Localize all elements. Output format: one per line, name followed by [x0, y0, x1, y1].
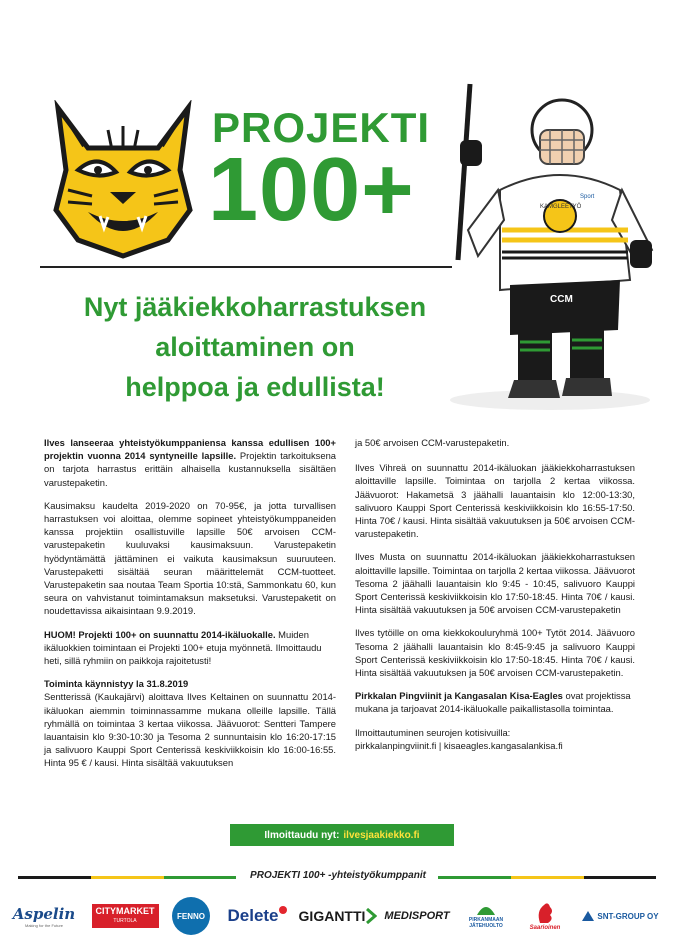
- logo-medisport[interactable]: [386, 894, 448, 938]
- continued-text: ja 50€ arvoisen CCM-varustepaketin.: [355, 437, 510, 448]
- notice-text: Muiden ikäluokkien toimintaan ei Projekti 100+ etuja myönnetä. Ilmoittaudu heti, sillä ryhmiin on paikkoja rajoitetusti!: [44, 628, 322, 667]
- headline: [20, 287, 490, 407]
- intro-text: Projektin tarkoituksena on tarjota harrastus erittäin alhaisella kustannuksella sisältäen varustepaketin.: [44, 450, 336, 488]
- logo-aspelin-text: Aspelin: [12, 904, 76, 923]
- logo-saarioinen[interactable]: [520, 894, 570, 938]
- logo-gigantti-text: GIGANTTI: [298, 908, 366, 924]
- logo-citymarket[interactable]: [92, 894, 158, 938]
- register-banner[interactable]: [230, 824, 454, 846]
- left-text-column: [44, 436, 336, 770]
- partner-clubs-bold: Pirkkalan Pingviinit ja Kangasalan Kisa-Eagles: [355, 690, 563, 702]
- headline-line-3: helppoa ja edullista!: [125, 372, 385, 402]
- intro-bold: Ilves lanseeraa yhteistyökumppaniensa kanssa edullisen 100+ projektin vuonna 2014 syntyneille lapsille.: [44, 437, 336, 462]
- ilves-lynx-logo: [48, 100, 198, 260]
- logo-snt-group[interactable]: [574, 894, 666, 938]
- logo-saarioinen-text: Saarioinen: [529, 925, 561, 931]
- logo-aspelin[interactable]: [8, 894, 80, 938]
- headline-line-2: aloittaminen on: [155, 332, 355, 362]
- club-links[interactable]: pirkkalanpingviinit.fi | kisaeagles.kangasalankisa.fi: [355, 739, 563, 751]
- group-vihrea: Ilves Vihreä on suunnattu 2014-ikäluokan jääkiekkoharrastuksen aloittaville lapsille. Toimintaa on tarjolla 2 kertaa viikossa. Jäävuorot: Hakametsä 3 jäähalli lauantaisin klo 12:00-13:30, salivuoro Kauppi Sport Centerissä keskiviikkoisin klo 16:55-17:50. Hinta 70€ / kausi. Hinta sisältää vakuutuksen ja 50€ arvoisen CCM-varustepaketin.: [355, 462, 635, 540]
- notice-paragraph: [44, 628, 336, 668]
- logo-medisport-text: MEDISPORT: [384, 910, 450, 922]
- schedule-paragraph: [44, 677, 336, 769]
- snt-mark-icon: [581, 910, 595, 922]
- logo-snt-text: SNT-GROUP OY: [597, 911, 659, 921]
- fee-paragraph: Kausimaksu kaudelta 2019-2020 on 70-95€, ja jotta turvallisen harrastuksen voi aloittaa, olemme sopineet yhteistyökumppaneiden kanssa projektiin osallistuville lapsille 50€ arvoisen CCM-varustepaketin kuuluvaksi kausimaksuun. Varustepaketin hyödyntämättä jättäminen ei vaikuta kausimaksun suuruuteen. Varustepaketti sisältää seuran määrittelemät CCM-tuotteet. Varustepaketin saa noutaa Team Sportia 10:stä, Sammonkatu 60, kun seura on vahvistanut toimintamaksun maksetuksi. Varustepaketit on noudettavissa aikaisintaan 9.9.2019.: [44, 499, 336, 617]
- logo-fenno[interactable]: [168, 894, 214, 938]
- logo-citymarket-sub: TURTOLA: [113, 918, 137, 924]
- title-divider: [40, 266, 452, 268]
- logo-delete-text: Delete: [227, 906, 279, 925]
- logo-aspelin-sub: Making for the Future: [24, 922, 64, 928]
- logo-fenno-text: FENNO: [172, 897, 210, 935]
- logo-delete[interactable]: [222, 894, 292, 938]
- logo-citymarket-text: CITYMARKET: [95, 906, 155, 916]
- registration-label: Ilmoittautuminen seurojen kotisivuilla:: [355, 726, 511, 738]
- logo-jatehuolto-text: JÄTEHUOLTO: [469, 923, 503, 929]
- stripe-left: [18, 876, 236, 879]
- partner-clubs-text: ovat projektissa mukana ja tarjoavat 2014-ikäluokalle paikallistasolla toimintaa.: [355, 690, 631, 715]
- project-title-word: PROJEKTI: [212, 104, 431, 151]
- stripe-right: [438, 876, 656, 879]
- register-label: Ilmoittaudu nyt:: [264, 829, 340, 841]
- logo-pirkanmaan-text: PIRKANMAAN: [468, 917, 504, 923]
- gigantti-arrow-icon: [365, 908, 377, 924]
- schedule-text: Sentterissä (Kaukajärvi) aloittava Ilves Keltainen on suunnattu 2014-ikäluokan aiemmin toiminnassamme mukana olleille lapsille. Tällä ryhmällä on toimintaa 3 kertaa viikossa. Jäävuorot: Sentteri Tampere lauantaisin klo 9:30-10:30 ja Tesoma 2 sunnuntaisin klo 16:20-17:15 ja salivuoro Kauppi Sport Centerissä keskiviikkoisin klo 16:00-16:55. Hinta 95 € / kausi. Hinta sisältää vakuutuksen: [44, 691, 336, 769]
- partners-heading: PROJEKTI 100+ -yhteistyökumppanit: [250, 870, 426, 881]
- saarioinen-rooster-icon: [534, 901, 556, 925]
- intro-paragraph: [44, 436, 336, 489]
- pants-brand-text: CCM: [550, 294, 573, 305]
- registration-links: [355, 726, 635, 752]
- right-text-column: [355, 436, 635, 752]
- jersey-text: KAMGLEETYÖ: [540, 204, 582, 210]
- headline-line-1: Nyt jääkiekkoharrastuksen: [83, 292, 427, 322]
- register-link[interactable]: ilvesjaakiekko.fi: [343, 829, 420, 841]
- partner-logos: [8, 894, 668, 938]
- schedule-heading: Toiminta käynnistyy la 31.8.2019: [44, 678, 189, 690]
- jatehuolto-leaf-icon: [475, 903, 497, 917]
- logo-gigantti[interactable]: [296, 894, 380, 938]
- group-musta: Ilves Musta on suunnattu 2014-ikäluokan jääkiekkoharrastuksen aloittaville lapsille. Toimintaa on tarjolla 2 kertaa viikossa. Jäävuorot Tesoma 2 jäähalli lauantaisin klo 9:45 - 10:45, salivuoro Kauppi Sport Centerissä keskiviikkoisin klo 17:50-18:45. Hinta 70€ / kausi. Hinta sisältää vakuutuksen ja 50€ arvoisen CCM-varustepaketin: [355, 551, 635, 616]
- delete-dot-icon: [279, 906, 287, 914]
- partner-clubs: [355, 689, 635, 715]
- jersey-sponsor-text: Sport: [580, 194, 595, 200]
- project-title-number: 100+: [208, 140, 415, 240]
- group-girls: Ilves tytöille on oma kiekkokouluryhmä 100+ Tytöt 2014. Jäävuoro Tesoma 2 jäähalli lauantaisin klo 8:45-9:45 ja salivuoro Kauppi Sport Centerissä keskiviikkoisin klo 17:50-18:45. Hinta 70€ / kausi. Hinta sisältää vakuutuksen ja 50€ arvoisen CCM-varustepaketin.: [355, 627, 635, 679]
- notice-bold: HUOM! Projekti 100+ on suunnattu 2014-ikäluokalle.: [44, 628, 276, 640]
- logo-pirkanmaan-jatehuolto[interactable]: [456, 894, 516, 938]
